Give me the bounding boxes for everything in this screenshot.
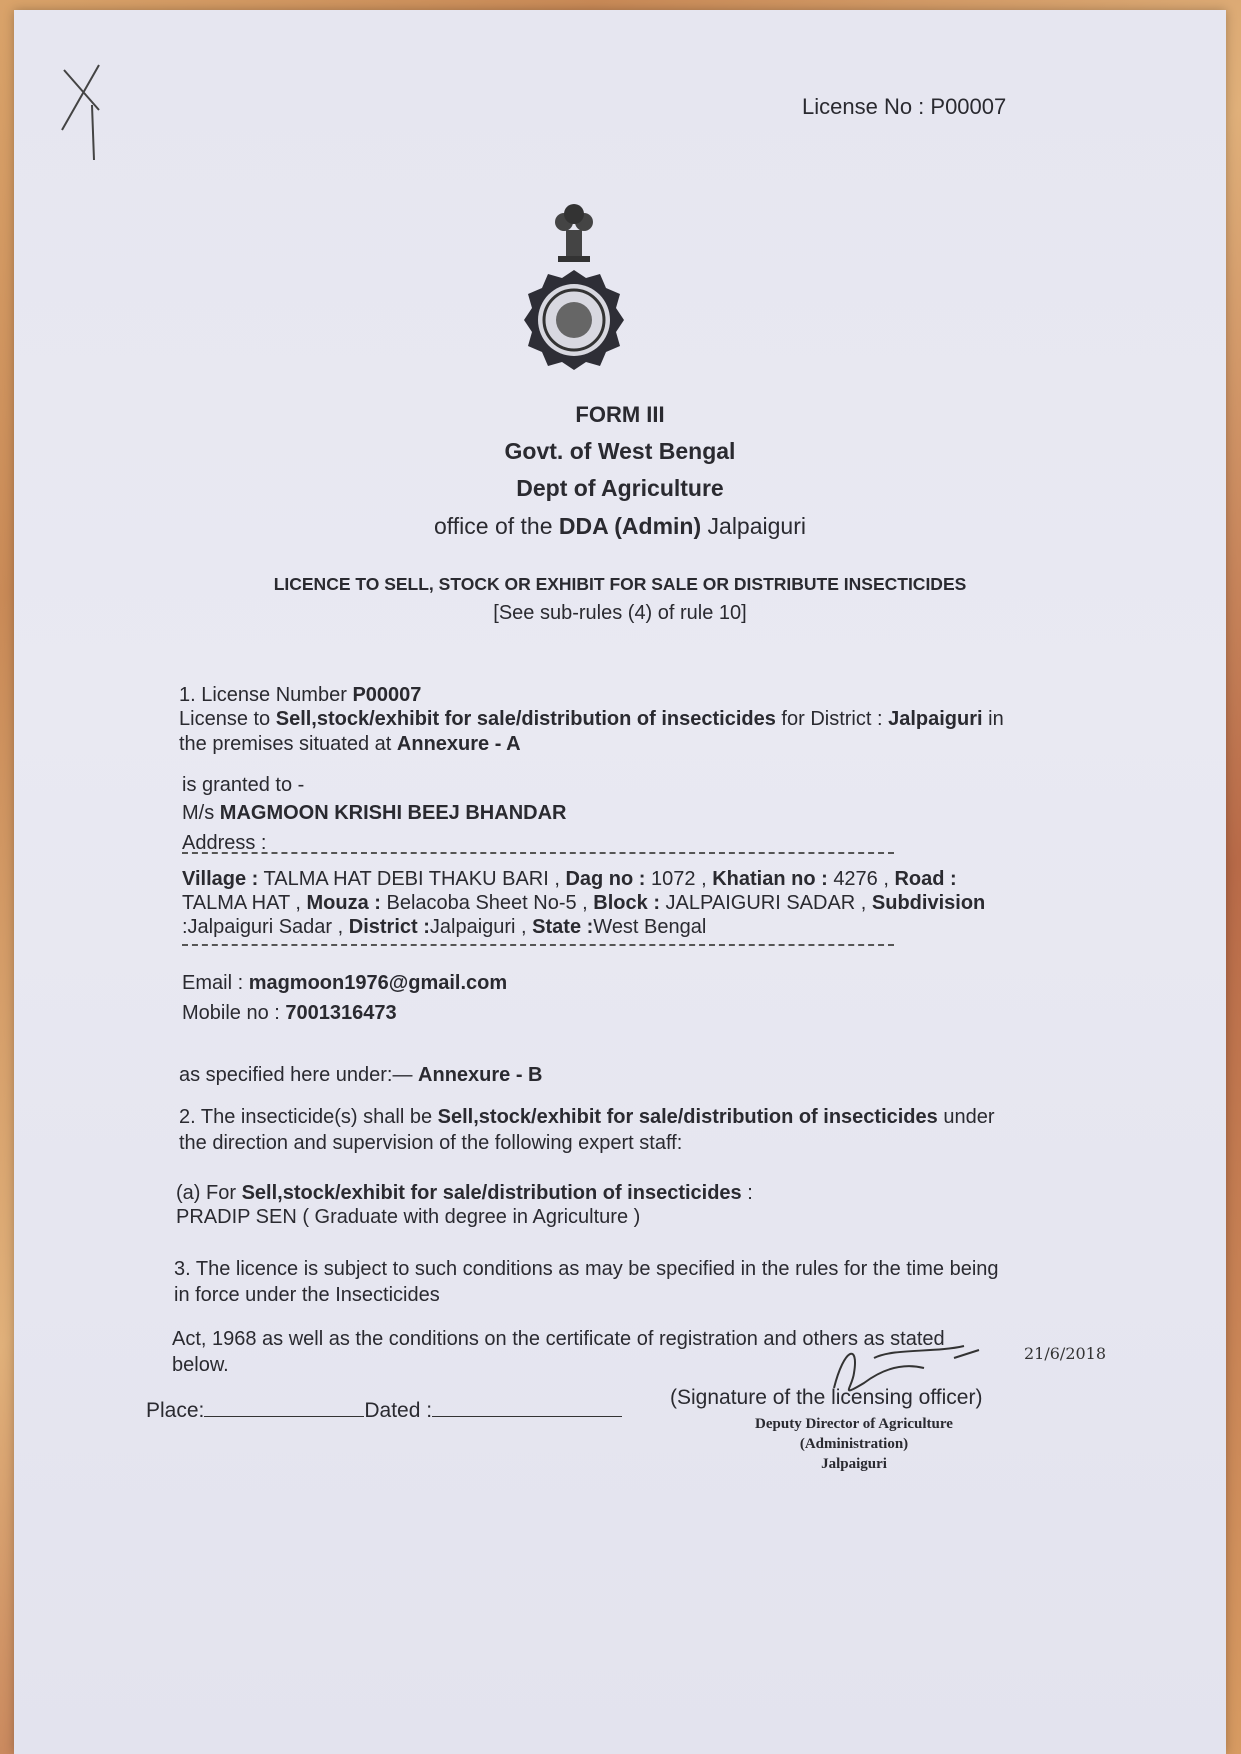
- stamp-designation: Deputy Director of Agriculture: [755, 1416, 953, 1432]
- item-3-line-4: below.: [172, 1354, 229, 1376]
- item-2a-line: (a) For Sell,stock/exhibit for sale/distribution of insecticides :: [176, 1182, 753, 1204]
- stamp-place: Jalpaiguri: [821, 1456, 887, 1472]
- item-3-line-3: Act, 1968 as well as the conditions on the certificate of registration and others as stated: [172, 1328, 945, 1350]
- granted-to: is granted to -: [182, 774, 305, 796]
- address-line-2: TALMA HAT , Mouza : Belacoba Sheet No-5 , Block : JALPAIGURI SADAR , Subdivision: [182, 892, 986, 914]
- handwritten-date: 21/6/2018: [1024, 1344, 1107, 1363]
- handwritten-mark-icon: [54, 50, 124, 170]
- address-line-3: :Jalpaiguri Sadar , District :Jalpaiguri , State :West Bengal: [182, 916, 707, 938]
- item-2-line-2: the direction and supervision of the following expert staff:: [179, 1132, 683, 1154]
- divider: [182, 852, 894, 854]
- firm-name-line: M/s MAGMOON KRISHI BEEJ BHANDAR: [182, 802, 567, 824]
- item-3-line-1: 3. The licence is subject to such conditions as may be specified in the rules for the time being: [174, 1258, 999, 1280]
- dept-name: Dept of Agriculture: [516, 475, 724, 501]
- seal-icon: [522, 268, 626, 372]
- address-line-1: Village : TALMA HAT DEBI THAKU BARI , Dag no : 1072 , Khatian no : 4276 , Road :: [182, 868, 957, 890]
- stamp-admin: (Administration): [799, 1436, 909, 1452]
- address-label: Address :: [182, 832, 267, 854]
- license-number-header: License No : P00007: [802, 94, 1007, 119]
- email-line: Email : magmoon1976@gmail.com: [182, 972, 508, 994]
- licence-title: LICENCE TO SELL, STOCK OR EXHIBIT FOR SALE OR DISTRIBUTE INSECTICIDES: [273, 574, 967, 594]
- emblem-icon: [544, 200, 604, 270]
- item-3-line-2: in force under the Insecticides: [174, 1284, 440, 1306]
- mobile-line: Mobile no : 7001316473: [182, 1002, 397, 1024]
- form-title: FORM III: [575, 402, 665, 427]
- license-number-line: 1. License Number P00007: [179, 684, 422, 706]
- expert-staff: PRADIP SEN ( Graduate with degree in Agriculture ): [176, 1206, 641, 1228]
- divider: [182, 944, 894, 946]
- place-field: Place: Dated :: [146, 1396, 622, 1423]
- item-2-line-1: 2. The insecticide(s) shall be Sell,stock/exhibit for sale/distribution of insecticides under: [179, 1106, 995, 1128]
- specified-line: as specified here under:— Annexure - B: [179, 1064, 543, 1086]
- office-line: office of the DDA (Admin) Jalpaiguri: [434, 513, 806, 539]
- document-page: [14, 10, 1226, 1754]
- signature-label: (Signature of the licensing officer): [670, 1386, 983, 1409]
- sub-rule: [See sub-rules (4) of rule 10]: [493, 602, 747, 624]
- license-purpose-line: License to Sell,stock/exhibit for sale/distribution of insecticides for District : Jalpaiguri in: [179, 708, 1004, 730]
- govt-name: Govt. of West Bengal: [504, 438, 736, 464]
- premises-line: the premises situated at Annexure - A: [179, 733, 521, 755]
